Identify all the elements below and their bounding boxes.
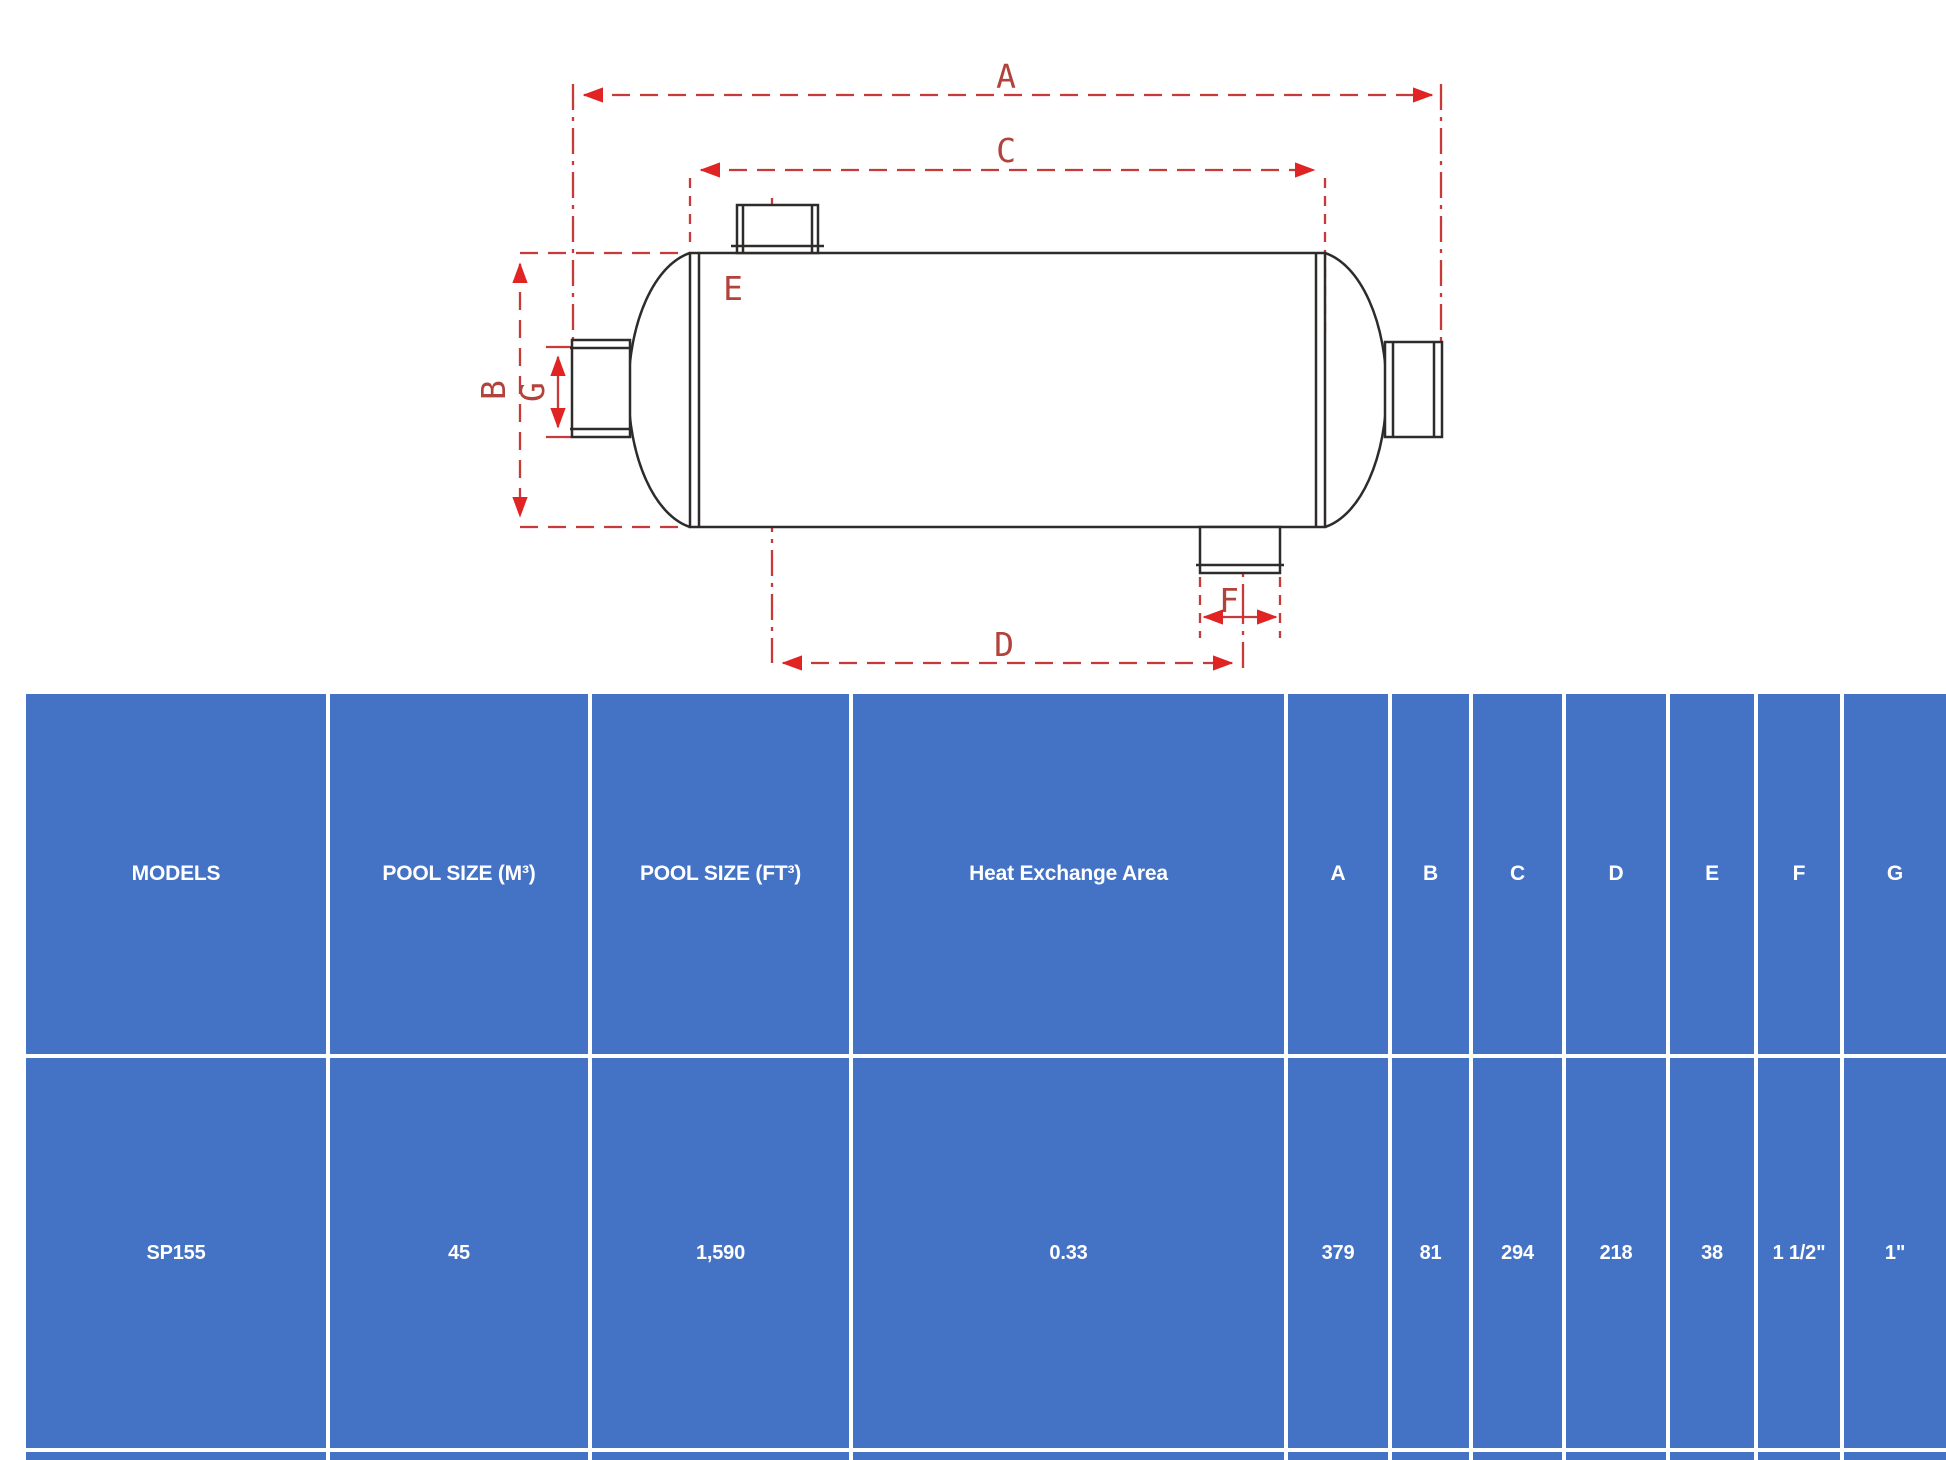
col-header-a: A <box>1288 694 1388 1054</box>
col-header-heat-exchange-area: Heat Exchange Area <box>853 694 1284 1054</box>
label-G: G <box>513 382 552 402</box>
table-row-partial <box>1392 1452 1469 1460</box>
table-row-partial <box>26 1452 326 1460</box>
table-row-partial <box>1758 1452 1840 1460</box>
left-port <box>572 340 630 437</box>
cell-c: 294 <box>1473 1058 1562 1448</box>
vessel-outline <box>570 205 1442 573</box>
col-header-c: C <box>1473 694 1562 1054</box>
col-header-d: D <box>1566 694 1666 1054</box>
cell-heat-exchange-area: 0.33 <box>853 1058 1284 1448</box>
heat-exchanger-diagram <box>0 0 1946 694</box>
col-header-f: F <box>1758 694 1840 1054</box>
table-row-partial <box>1566 1452 1666 1460</box>
cell-e: 38 <box>1670 1058 1754 1448</box>
col-header-pool-size-ft3: POOL SIZE (FT³) <box>592 694 849 1054</box>
table-row-partial <box>592 1452 849 1460</box>
table-row-partial <box>330 1452 588 1460</box>
cell-pool-size-ft3: 1,590 <box>592 1058 849 1448</box>
cell-b: 81 <box>1392 1058 1469 1448</box>
table-row-partial <box>1288 1452 1388 1460</box>
cell-model: SP155 <box>26 1058 326 1448</box>
table-row-partial <box>1670 1452 1754 1460</box>
right-end-cap <box>1325 253 1386 527</box>
label-B: B <box>474 380 513 400</box>
diagram-svg <box>0 0 1946 694</box>
col-header-pool-size-m3: POOL SIZE (M³) <box>330 694 588 1054</box>
label-C: C <box>996 131 1016 170</box>
shell-body <box>690 253 1325 527</box>
col-header-models: MODELS <box>26 694 326 1054</box>
spec-table <box>26 694 1946 1460</box>
table-row-partial <box>853 1452 1284 1460</box>
cell-a: 379 <box>1288 1058 1388 1448</box>
label-A: A <box>996 57 1016 96</box>
left-end-cap <box>629 253 690 527</box>
cell-pool-size-m3: 45 <box>330 1058 588 1448</box>
col-header-b: B <box>1392 694 1469 1054</box>
table-row-partial <box>1844 1452 1946 1460</box>
col-header-e: E <box>1670 694 1754 1054</box>
col-header-g: G <box>1844 694 1946 1054</box>
label-D: D <box>994 625 1014 664</box>
label-F: F <box>1219 581 1239 620</box>
cell-f: 1 1/2" <box>1758 1058 1840 1448</box>
label-E: E <box>723 269 743 308</box>
table-row-partial <box>1473 1452 1562 1460</box>
cell-g: 1" <box>1844 1058 1946 1448</box>
cell-d: 218 <box>1566 1058 1666 1448</box>
